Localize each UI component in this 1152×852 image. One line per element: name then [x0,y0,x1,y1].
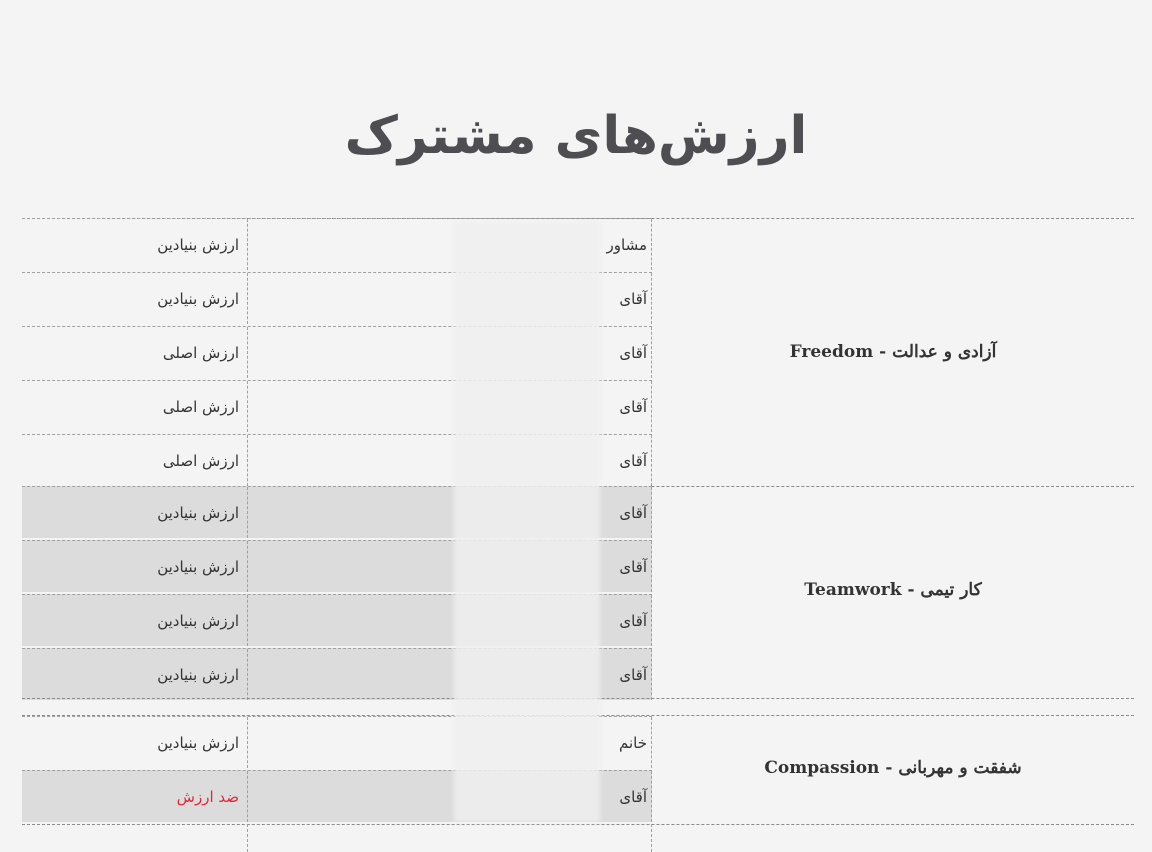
value-type-cell: ارزش بنیادین [22,541,248,592]
person-prefix: آقای [619,344,647,362]
group-name-compassion: شفقت و مهربانی - Compassion [764,758,1022,778]
person-prefix: آقای [619,504,647,522]
group-name-freedom: آزادی و عدالت - Freedom [789,342,997,362]
value-type-cell: ارزش بنیادین [22,595,248,646]
person-prefix: آقای [619,398,647,416]
value-type-cell [22,824,248,852]
person-prefix: آقای [619,558,647,576]
value-type-cell: ارزش بنیادین [22,487,248,538]
value-type-cell: ارزش بنیادین [22,273,248,324]
table-row-partial [22,824,652,852]
value-type-cell: ارزش بنیادین [22,649,248,700]
value-type-cell-anti: ضد ارزش [22,771,248,822]
value-type-cell: ارزش اصلی [22,381,248,432]
person-prefix: آقای [619,290,647,308]
person-prefix: آقای [619,612,647,630]
person-cell [248,824,652,852]
person-prefix: آقای [619,788,647,806]
page-title: ارزش‌های مشترک [344,106,808,166]
value-type-cell: ارزش بنیادین [22,717,248,768]
value-type-cell: ارزش اصلی [22,327,248,378]
shared-values-table [22,218,1134,852]
person-prefix: مشاور [606,236,647,254]
value-type-cell: ارزش اصلی [22,435,248,486]
group-name-teamwork: کار تیمی - Teamwork [804,580,982,600]
person-prefix: آقای [619,666,647,684]
person-prefix: آقای [619,452,647,470]
redacted-names-overlay [454,222,600,822]
person-prefix: خانم [618,734,647,752]
value-type-cell: ارزش بنیادین [22,219,248,270]
